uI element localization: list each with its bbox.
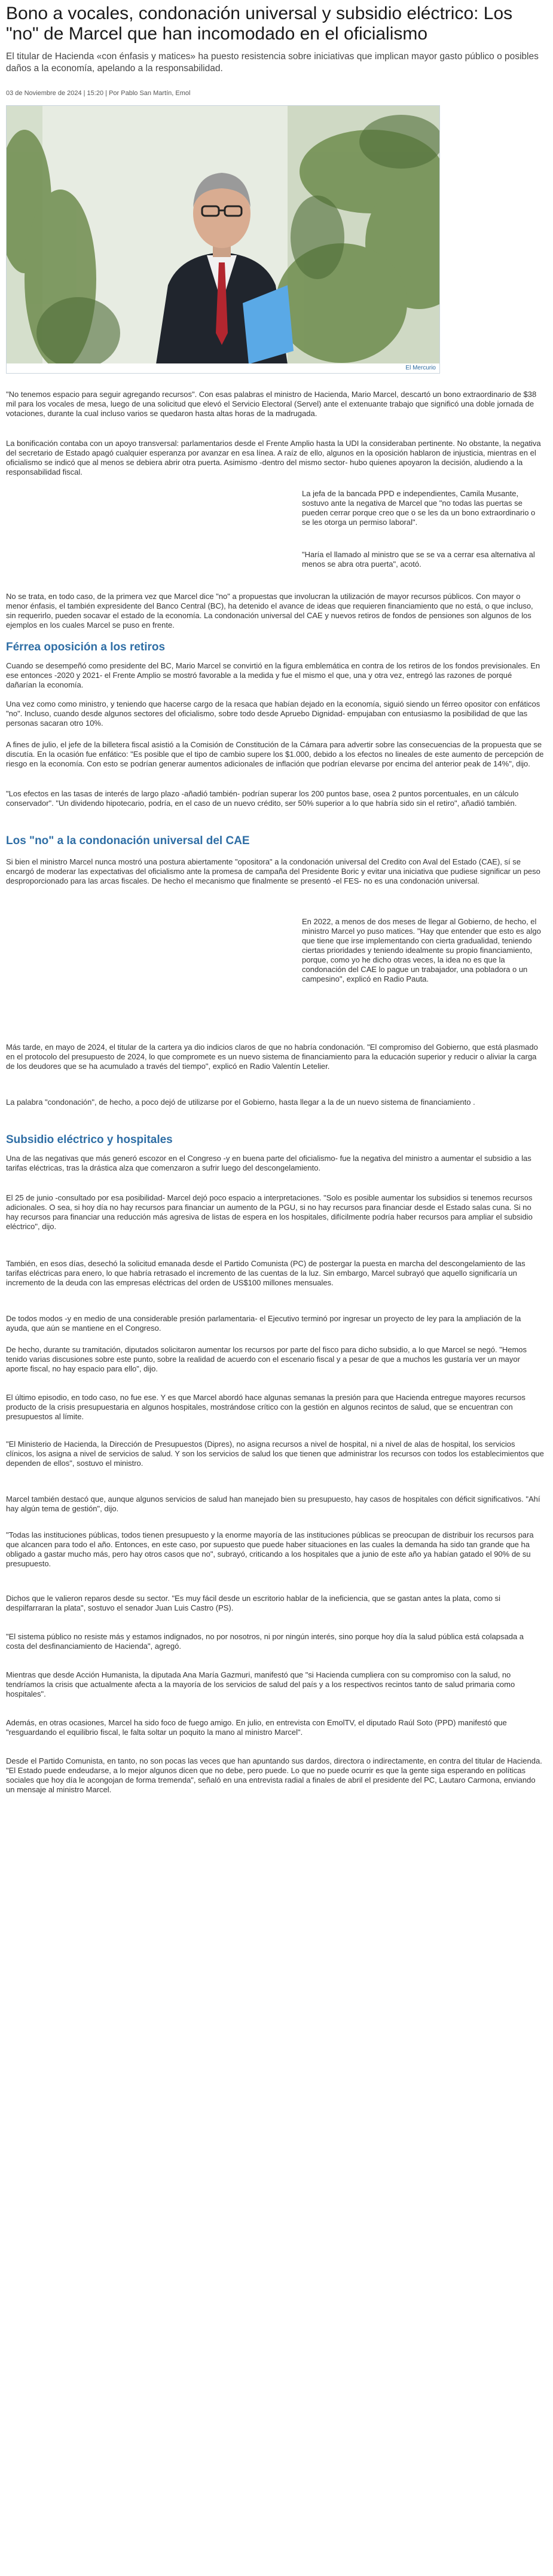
p14-text: Una de las negativas que más generó escozor en el Congreso -y en buena parte del oficialismo- fue la negativa del ministro a aumentar el subsidio a las tarifas eléctricas, tras la drástica alza que comenzaron a sufrir luego del descongelamiento. xyxy=(6,1154,531,1172)
paragraph-5 xyxy=(6,592,544,630)
paragraph-3 xyxy=(302,489,544,527)
paragraph-20 xyxy=(6,1440,544,1468)
paragraph-16 xyxy=(6,1259,544,1288)
paragraph-2 xyxy=(6,439,544,477)
p6-text: Cuando se desempeñó como presidente del BC, Mario Marcel se convirtió en la figura emblemática en contra de los retiros de los fondos previsionales. En ese entonces -2020 y 2021- el Frente Amplio se mostró favorable a la medida y fue el mismo el que, una y otra vez, entregó las razones de porqué dañarían la economía. xyxy=(6,661,540,689)
paragraph-1 xyxy=(6,390,544,418)
paragraph-13 xyxy=(6,1098,544,1107)
paragraph-24 xyxy=(6,1632,544,1651)
p21-text: Marcel también destacó que, aunque algunos servicios de salud han manejado bien su presupuesto, hay casos de hospitales con déficit significativos. "Ahí hay algún tema de gestión", dijo. xyxy=(6,1495,540,1513)
p24-text: "El sistema público no resiste más y estamos indignados, no por nosotros, ni por ningún interés, sino porque hoy día la salud pública está colapsada a costa del desfinanciamiento de Hacienda", agregó. xyxy=(6,1632,524,1651)
paragraph-4 xyxy=(302,550,544,569)
p18-text: De hecho, durante su tramitación, diputados solicitaron aumentar los recursos por parte del fisco para dicho subsidio, a lo que Marcel se negó. "Hemos tenido varias discusiones sobre este punto, sobre la realidad de acuerdo con el escenario fiscal y a pesar de que a muchos les gustaría ver un mayor aporte fiscal, no hay espacio para ello", dijo. xyxy=(6,1345,527,1373)
paragraph-23 xyxy=(6,1594,544,1613)
p11-text: En 2022, a menos de dos meses de llegar al Gobierno, de hecho, el ministro Marcel yo puso matices. "Hay que entender que esto es algo que tiene que irse implementando con cierta gradualidad, teniendo ciertas prioridades y teniendo idealmente su propio financiamiento, porque, como yo he dicho otras veces, la idea no es que la condonación del CAE lo pague un trabajador, una pobladora o un campesino", explicó en Radio Pauta. xyxy=(302,917,541,983)
paragraph-7 xyxy=(6,699,544,728)
paragraph-27 xyxy=(6,1756,544,1795)
article-author: Por Pablo San Martín, Emol xyxy=(109,90,191,97)
paragraph-14 xyxy=(6,1154,544,1173)
p20-text: "El Ministerio de Hacienda, la Dirección de Presupuestos (Dipres), no asigna recursos a nivel de hospital, ni a nivel de alas de hospital, los servicios clínicos, los asigna a nivel de servicios de salud. Y son los servicios de salud los que tienen que administrar los recursos con todos los establecimientos que dependen de ellos", sostuvo el ministro. xyxy=(6,1440,544,1468)
p10-text: Si bien el ministro Marcel nunca mostró una postura abiertamente "opositora" a la condonación universal del Credito con Aval del Estado (CAE), sí se encargó de moderar las expectativas del oficialismo ante la promesa de campaña del Presidente Boric y evitar una iniciativa que pudiese significar un peso desproporcionado para las arcas fiscales. De hecho el mecanismo que finalmente se presentó -el FES- no es una condonación universal. xyxy=(6,857,540,885)
p17-text: De todos modos -y en medio de una considerable presión parlamentaria- el Ejecutivo terminó por ingresar un proyecto de ley para la ampliación de la ayuda, que aún se mantiene en el Congreso. xyxy=(6,1314,521,1333)
p2-text: La bonificación contaba con un apoyo transversal: parlamentarios desde el Frente Amplio hasta la UDI la consideraban pertinente. No obstante, la negativa del secretario de Estado apagó cualquier esperanza por avanzar en esa línea. A raíz de ello, algunos en la oposición hablaron de injusticia, mientras en el oficialismo se indicó que al menos se debiera abrir otra puerta. Asimismo -dentro del mismo sector- hubo quienes apoyaron la decisión, aludiendo a la responsabilidad fiscal. xyxy=(6,439,541,476)
article-lead: El titular de Hacienda «con énfasis y matices» ha puesto resistencia sobre iniciativas que implican mayor gasto público o posibles daños a la economía, apelando a la responsabilidad. xyxy=(6,51,539,74)
paragraph-6 xyxy=(6,661,544,690)
article-byline: 03 de Noviembre de 2024 | 15:20 | Por Pablo San Martín, Emol xyxy=(6,90,191,97)
paragraph-18 xyxy=(6,1345,544,1374)
p12-text: Más tarde, en mayo de 2024, el titular de la cartera ya dio indicios claros de que no habría condonación. "El compromiso del Gobierno, que está plasmado en el protocolo del presupuesto de 2024, lo que compromete es un nuevo sistema de financiamiento para la educación superior y reducir o aliviar la carga de los deudores que se ha acumulado a través del tiempo", explicó en Radio Valentín Letelier. xyxy=(6,1043,538,1071)
p8-text: A fines de julio, el jefe de la billetera fiscal asistió a la Comisión de Constitución de la Cámara para advertir sobre las consecuencias de la propuesta que se discutía. En la ocasión fue enfático: "Es posible que el tipo de cambio supere los $1.000, debido a los efectos no lineales de este aumento de percepción de riesgo en la economía. Con esto se podrían generar aumentos adicionales de inflación que podrían elevarse por encima del anterior peak de 14%", dijo. xyxy=(6,740,544,768)
paragraph-12 xyxy=(6,1043,544,1071)
photo-credit: El Mercurio xyxy=(6,363,440,374)
paragraph-19 xyxy=(6,1393,544,1422)
p7-text: Una vez como como ministro, y teniendo que hacerse cargo de la resaca que habían dejado en la economía, siguió siendo un férreo opositor con enfáticos "no". Incluso, cuando desde algunos sectores del oficialismo, sobre todo desde Apruebo Dignidad- empujaban con entusiasmo la posibilidad de que las personas sacaran otro 10%. xyxy=(6,699,540,728)
p23-text: Dichos que le valieron reparos desde su sector. "Es muy fácil desde un escritorio hablar de la ineficiencia, que se gastan antes la plata, como si despilfarraran la plata", sostuvo el senador Juan Luis Castro (PS). xyxy=(6,1594,500,1612)
p1-text: "No tenemos espacio para seguir agregando recursos". Con esas palabras el ministro de Hacienda, Mario Marcel, descartó un bono extraordinario de $38 mil para los vocales de mesa, luego de una solicitud que elevó el Servicio Electoral (Servel) ante el extenuante trabajo que significó una doble jornada de votaciones, durante la cual incluso varios se quedaron hasta altas horas de la madrugada. xyxy=(6,390,537,418)
article-date: 03 de Noviembre de 2024 | 15:20 xyxy=(6,90,104,97)
section-heading-subsidio: Subsidio eléctrico y hospitales xyxy=(6,1133,173,1146)
p27-text: Desde el Partido Comunista, en tanto, no son pocas las veces que han apuntando sus dardos, directora o indirectamente, en contra del titular de Hacienda. "El Estado puede endeudarse, a lo mejor algunos dicen que no debe, pero puede. Lo que no puede ocurrir es que la gente siga esperando en políticas sociales que hoy día le acongojan de forma tremenda", señaló en una entrevista radial a finales de abril el presidente del PC, Lautaro Carmona, enviando un mensaje al ministro Marcel. xyxy=(6,1756,542,1794)
paragraph-22 xyxy=(6,1530,544,1569)
article-photo[interactable] xyxy=(6,105,440,365)
paragraph-15 xyxy=(6,1193,544,1232)
p13-text: La palabra "condonación", de hecho, a poco dejó de utilizarse por el Gobierno, hasta llegar a la de un nuevo sistema de financiamiento . xyxy=(6,1098,475,1107)
p19-text: El último episodio, en todo caso, no fue ese. Y es que Marcel abordó hace algunas semanas la presión para que Hacienda entregue mayores recursos producto de la crisis presupuestaria en algunos hospitales, mostrándose crítico con la gestión en algunos recintos de salud, que se encuentran con presupuestos al límite. xyxy=(6,1393,525,1421)
p16-text: También, en esos días, desechó la solicitud emanada desde el Partido Comunista (PC) de postergar la puesta en marcha del descongelamiento de las tarifas eléctricas para enero, lo que habría retrasado el incremento de las cuentas de la luz. Sin embargo, Marcel subrayó que aquello significaría un incremento de la deuda con las empresas eléctricas del orden de US$100 millones mensuales. xyxy=(6,1259,525,1287)
section-heading-cae: Los "no" a la condonación universal del CAE xyxy=(6,835,250,847)
p15-text: El 25 de junio -consultado por esa posibilidad- Marcel dejó poco espacio a interpretaciones. "Solo es posible aumentar los subsidios si tenemos recursos adicionales. O sea, si hoy día no hay recursos para financiar un aumento de la PGU, si no hay recursos para financiar desde el Estado salas cuna. Si no hay recursos para financiar una reducción más agresiva de listas de espera en los hospitales, difícilmente podría haber recursos para ampliar el subsidio eléctrico", dijo. xyxy=(6,1193,533,1231)
paragraph-25 xyxy=(6,1670,544,1699)
paragraph-10 xyxy=(6,857,544,886)
paragraph-17 xyxy=(6,1314,544,1333)
paragraph-21 xyxy=(6,1495,544,1514)
paragraph-26 xyxy=(6,1718,544,1737)
p26-text: Además, en otras ocasiones, Marcel ha sido foco de fuego amigo. En julio, en entrevista con EmolTV, el diputado Raúl Soto (PPD) manifestó que "resguardando el equilibrio fiscal, le falta soltar un poquito la mano al ministro Marcel". xyxy=(6,1718,507,1737)
p4-text: "Haría el llamado al ministro que se se va a cerrar esa alternativa al menos se abra otra puerta", acotó. xyxy=(302,550,535,569)
minister-illustration xyxy=(7,106,439,364)
p22-text: "Todas las instituciones públicas, todos tienen presupuesto y la enorme mayoría de las instituciones públicas se preocupan de distribuir los recursos para que alcancen para todo el año. Entonces, en este caso, por supuesto que puede haber situaciones en las cuales la demanda ha sido tan grande que ha obligado a gastar mucho más, pero hay otros casos que no", subrayó, criticando a los hospitales que a junio de este año ya habían gatado el 90% de su presupuesto. xyxy=(6,1530,534,1568)
article-title: Bono a vocales, condonación universal y subsidio eléctrico: Los "no" de Marcel que han incomodado en el oficialismo xyxy=(6,4,513,44)
paragraph-9 xyxy=(6,789,544,808)
p3-text: La jefa de la bancada PPD e independientes, Camila Musante, sostuvo ante la negativa de Marcel que "no todas las puertas se pueden cerrar porque creo que o se les da un bono extraordinario o se les otorga un permiso laboral". xyxy=(302,489,536,527)
paragraph-11 xyxy=(302,917,544,984)
p5-text: No se trata, en todo caso, de la primera vez que Marcel dice "no" a propuestas que involucran la utilización de mayor recursos públicos. Con mayor o menor énfasis, el también expresidente del Banco Central (BC), ha detenido el avance de ideas que requieren financiamiento que no está, o que incluso, sin requerirlo, pueden socavar el estado de la economía. La condonación universal del CAE y nuevos retiros de fondos de pensiones son algunos de los ejemplos en los cuales Marcel se puso en frente. xyxy=(6,592,533,630)
paragraph-8 xyxy=(6,740,544,769)
p9-text: "Los efectos en las tasas de interés de largo plazo -añadió también- podrían superar los 200 puntos base, osea 2 puntos porcentuales, en un cálculo conservador". "Un dividendo hipotecario, podría, en el caso de un nuevo crédito, ser 50% superior a lo que habría sido sin el retiro", añadió también. xyxy=(6,789,519,808)
section-heading-retiros: Férrea oposición a los retiros xyxy=(6,641,166,653)
p25-text: Mientras que desde Acción Humanista, la diputada Ana María Gazmuri, manifestó que "si Hacienda cumpliera con su compromiso con la salud, no tendríamos la crisis que actualmente afecta a la mayoría de los servicios de salud del país y a los respectivos recintos tanto de salud primaria como hospitales". xyxy=(6,1670,515,1698)
